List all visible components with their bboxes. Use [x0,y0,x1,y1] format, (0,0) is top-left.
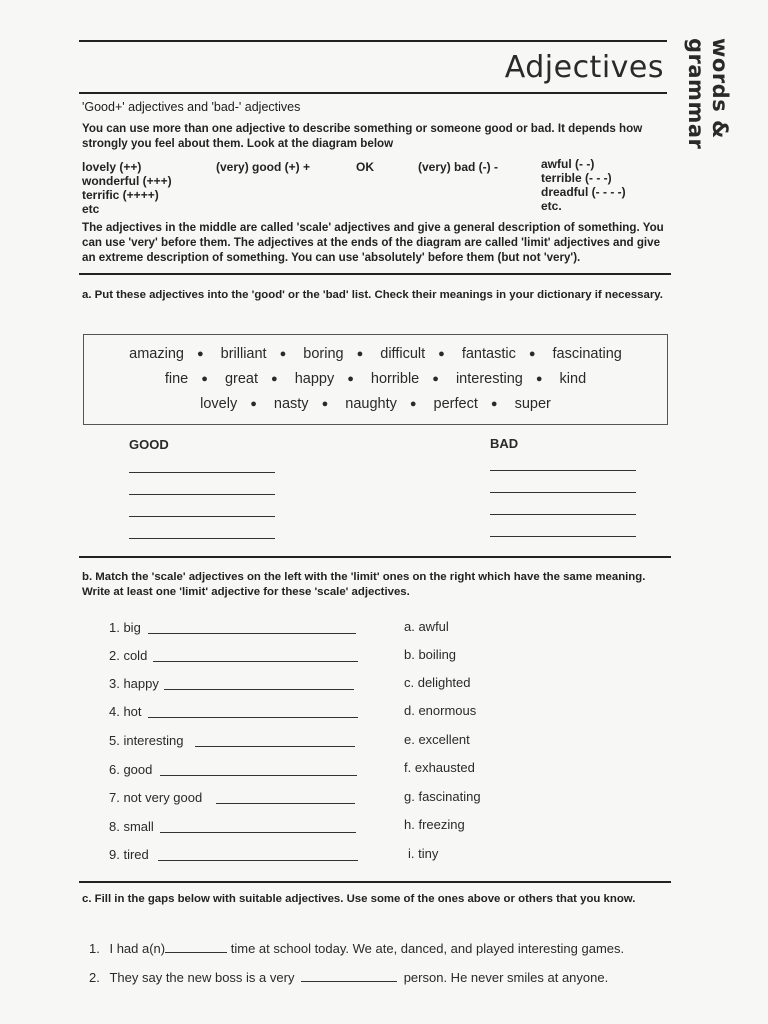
intro-note: The adjectives in the middle are called 'scale' adjectives and give a general description of something. You can use 'very' before them. The adjectives at the ends of the diagram are called 'limit' adjectives and give an extreme description of something. You can use 'absolutely' before them (but not 'very'). [82,221,664,264]
scale-item: wonderful (+++) [82,174,172,188]
match-answer-line[interactable] [164,689,354,690]
match-left-item: 3. happy [109,676,159,691]
section-b-rule [79,556,671,558]
intro-heading: 'Good+' adjectives and 'bad-' adjectives [82,100,301,114]
gap-sentence-2 [89,970,608,985]
scale-item: terrific (++++) [82,188,159,202]
word-item: difficult [380,346,426,362]
word-item: amazing [129,346,184,362]
match-answer-line[interactable] [160,832,356,833]
bullet-icon: ● [321,398,329,410]
match-left-item: 8. small [109,819,154,834]
bullet-icon: ● [196,348,204,360]
word-item: interesting [455,371,523,387]
bad-answer-line[interactable] [490,470,636,471]
bullet-icon: ● [432,373,439,385]
bullet-icon: ● [535,373,543,385]
match-left-item: 1. big [109,620,141,635]
match-right-item: a. awful [404,619,449,634]
match-right-item: i. tiny [408,846,439,861]
scale-item: awful (- -) [541,157,595,171]
section-c-instruction: c. Fill in the gaps below with suitable adjectives. Use some of the ones above or others that you know. [82,893,636,905]
sentence-number: 1. [89,941,100,956]
scale-col-1 [82,160,172,216]
gap-blank[interactable] [301,970,397,982]
word-item: fascinating [552,346,622,362]
good-answer-line[interactable] [129,516,275,517]
scale-item: etc [82,202,100,216]
match-right-item: g. fascinating [404,789,481,804]
bullet-icon: ● [271,373,278,385]
bad-answer-line[interactable] [490,514,636,515]
word-item: boring [303,346,344,362]
scale-item: lovely (++) [82,160,142,174]
scale-item: terrible (- - -) [541,171,612,185]
match-answer-line[interactable] [148,633,356,634]
match-right-item: d. enormous [404,703,477,718]
bullet-icon: ● [490,398,498,410]
match-left-item: 7. not very good [109,790,203,805]
sentence-text: I had a(n) [109,941,166,956]
sentence-text: time at school today. We ate, danced, and played interesting games. [230,941,625,956]
scale-col-3: OK [356,160,374,174]
word-item: super [514,396,551,412]
bullet-icon: ● [201,373,208,385]
word-row-2 [84,371,667,387]
match-left-item: 5. interesting [109,733,184,748]
sentence-text: person. He never smiles at anyone. [403,970,609,985]
bullet-icon: ● [409,398,417,410]
match-answer-line[interactable] [153,661,358,662]
word-item: naughty [345,396,397,412]
scale-col-2: (very) good (+) + [216,160,311,174]
intro-text: You can use more than one adjective to describe something or someone good or bad. It depends how strongly you feel about them. Look at the diagram below [82,122,643,150]
sentence-number: 2. [89,970,100,985]
match-left-item: 9. tired [109,847,149,862]
bullet-icon: ● [528,348,536,360]
bad-heading: BAD [490,436,519,451]
word-row-3 [84,396,667,412]
title-underline [79,92,667,94]
word-item: brilliant [220,346,267,362]
word-row-1 [84,346,667,362]
section-c-rule [79,881,671,883]
bullet-icon: ● [347,373,354,385]
word-item: lovely [200,396,238,412]
scale-col-4: (very) bad (-) - [418,160,499,174]
word-item: fantastic [461,346,516,362]
match-answer-line[interactable] [158,860,358,861]
bullet-icon: ● [279,348,287,360]
good-answer-line[interactable] [129,472,275,473]
page-title: Adjectives [504,50,664,85]
section-a-instruction: a. Put these adjectives into the 'good' or the 'bad' list. Check their meanings in your dictionary if necessary. [82,289,663,301]
word-item: kind [559,371,587,387]
match-right-item: c. delighted [404,675,471,690]
match-answer-line[interactable] [160,775,357,776]
bad-answer-line[interactable] [490,536,636,537]
match-right-item: f. exhausted [404,760,475,775]
word-item: great [224,371,258,387]
sentence-text: They say the new boss is a very [109,970,295,985]
word-item: fine [164,371,189,387]
match-answer-line[interactable] [195,746,355,747]
scale-item: etc. [541,199,562,213]
bullet-icon: ● [356,348,364,360]
bullet-icon: ● [438,348,445,360]
section-b-instruction: b. Match the 'scale' adjectives on the left with the 'limit' ones on the right which have the same meaning. Write at least one 'limit' adjective for these 'scale' adjectives. [82,571,646,598]
good-heading: GOOD [129,437,169,452]
bullet-icon: ● [250,398,257,410]
word-item: nasty [273,396,309,412]
word-item: perfect [433,396,478,412]
word-item: happy [294,371,335,387]
match-right-item: e. excellent [404,732,470,747]
top-rule [79,40,667,42]
scale-item: dreadful (- - - -) [541,185,626,199]
match-right-item: h. freezing [404,817,465,832]
scale-col-5 [541,157,626,213]
good-answer-line[interactable] [129,494,275,495]
gap-blank[interactable] [165,941,227,953]
match-left-item: 6. good [109,762,153,777]
match-left-item: 4. hot [109,704,142,719]
match-answer-line[interactable] [148,717,358,718]
match-answer-line[interactable] [216,803,355,804]
good-answer-line[interactable] [129,538,275,539]
match-left-item: 2. cold [109,648,148,663]
section-a-rule [79,273,671,275]
bad-answer-line[interactable] [490,492,636,493]
word-box [83,334,668,425]
side-label: words & grammar [684,38,732,150]
match-right-item: b. boiling [404,647,457,662]
word-item: horrible [370,371,420,387]
gap-sentence-1 [89,941,624,956]
